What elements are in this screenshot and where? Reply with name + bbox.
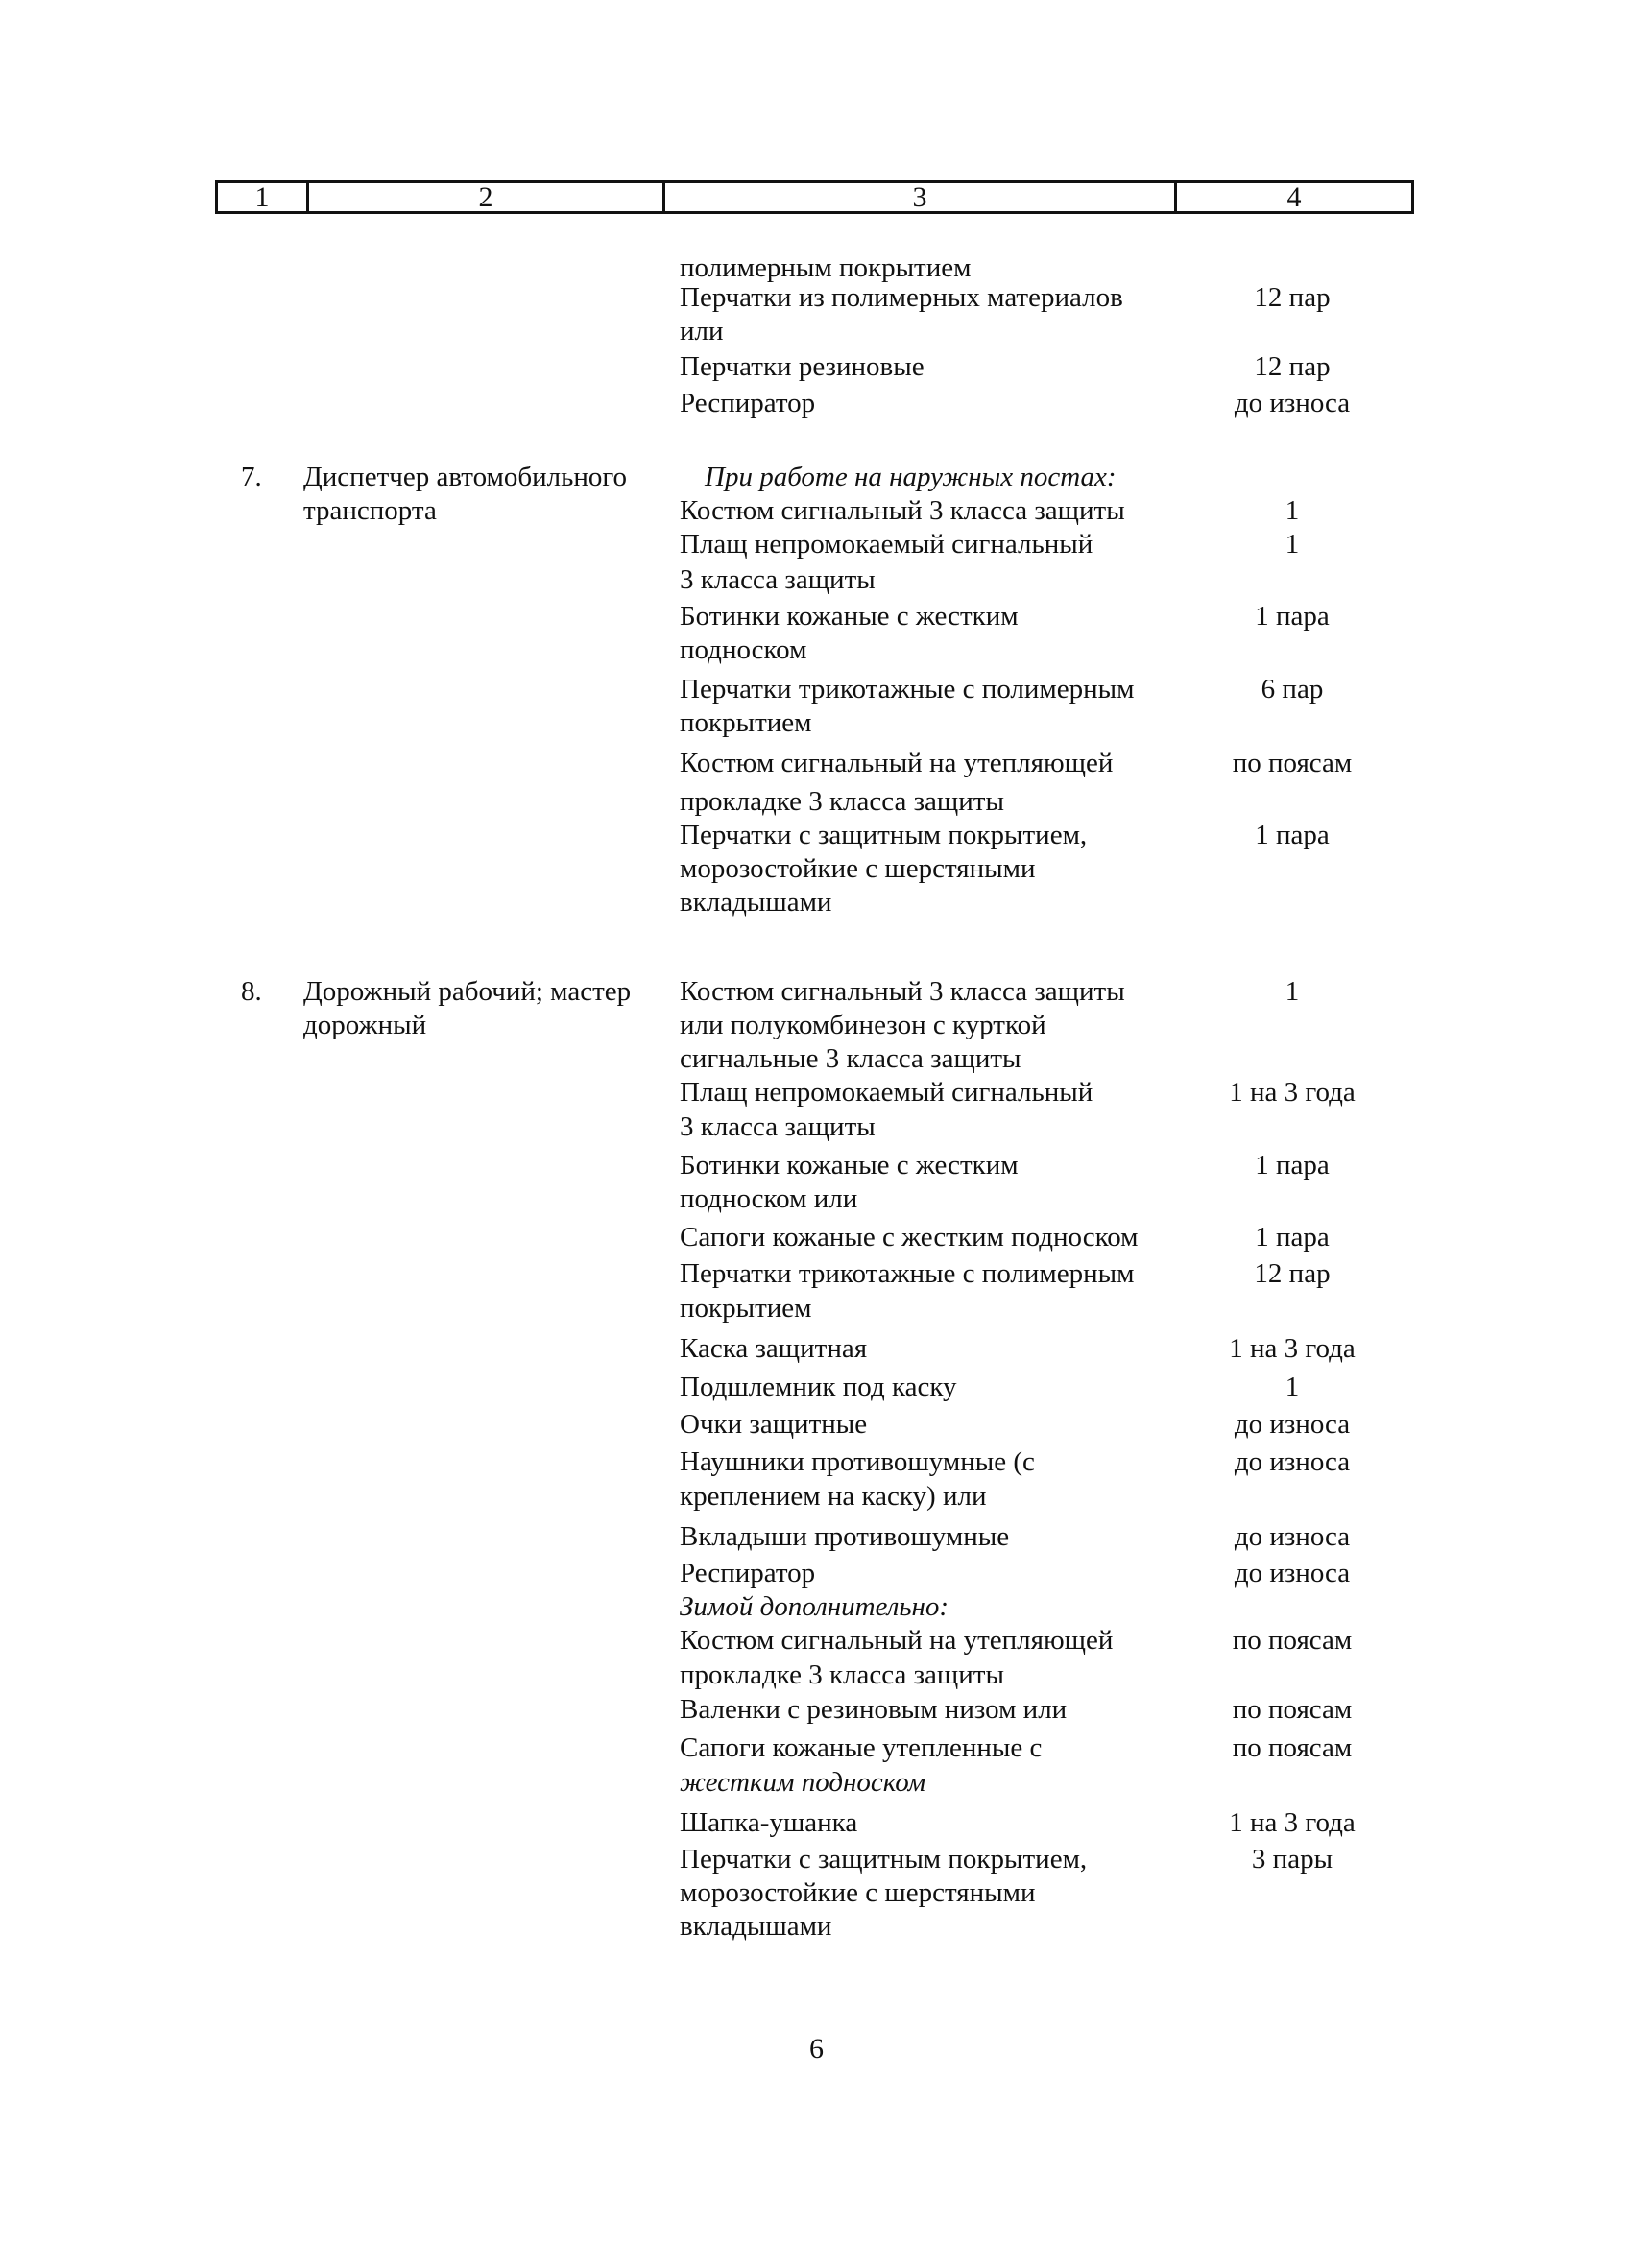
norm-value: до износа [1234,388,1351,418]
list-item: Каска защитная [680,1333,868,1364]
header-col-2: 2 [478,181,493,213]
norm-value: 1 [1285,529,1300,560]
table-header-row [215,180,1414,214]
list-item: вкладышами [680,1911,832,1942]
entry-number: 8. [241,976,262,1007]
list-item: креплением на каску) или [680,1481,987,1512]
norm-value [1187,1009,1398,1042]
norm-value [1187,1042,1398,1076]
list-item: Костюм сигнальный на утепляющей [680,748,1114,778]
list-item: подноском [680,634,807,665]
norm-value: 1 [1285,495,1300,526]
norm-value: 1 на 3 года [1229,1077,1356,1108]
list-item: подноском или [680,1183,858,1214]
norm-value: 1 на 3 года [1229,1807,1356,1838]
norm-value [1187,852,1398,886]
profession-line: Дорожный рабочий; мастер [303,976,632,1007]
list-item: Перчатки трикотажные с полимерным [680,1258,1135,1289]
list-item: 3 класса защиты [680,564,876,595]
list-item: покрытием [680,707,812,738]
list-item: Валенки с резиновым низом или [680,1694,1068,1725]
norm-value: 1 пара [1255,1222,1330,1253]
norm-value: по поясам [1232,1694,1353,1725]
entry-7-norms [1187,461,1398,919]
norm-value: по поясам [1232,748,1353,778]
norm-value: 1 пара [1255,601,1330,632]
entry-8-items [680,975,1179,1944]
norm-value: 1 на 3 года [1229,1333,1356,1364]
list-item: Перчатки резиновые [680,351,925,382]
list-item: покрытием [680,1293,812,1324]
norm-value [1187,1659,1398,1693]
profession-line: Диспетчер автомобильного [303,462,628,492]
list-item: Ботинки кожаные с жестким [680,601,1019,632]
list-item: 3 класса защиты [680,1111,876,1142]
norm-value [1187,1910,1398,1944]
norm-value: до износа [1234,1521,1351,1552]
list-item: Вкладыши противошумные [680,1521,1010,1552]
list-item: Перчатки с защитным покрытием, [680,820,1088,850]
norm-value [1187,1110,1398,1149]
norm-value: 12 пар [1254,351,1331,382]
list-item: или полукомбинезон с курткой [680,1010,1046,1040]
norm-value: 1 [1285,1372,1300,1402]
list-item: Сапоги кожаные с жестким подноском [680,1222,1139,1253]
entry-8-norms [1187,975,1398,1944]
norm-value [1187,1292,1398,1332]
norm-value: до износа [1234,1409,1351,1440]
list-item: Очки защитные [680,1409,868,1440]
list-item: Плащ непромокаемый сигнальный [680,529,1093,560]
list-item: сигнальные 3 класса защиты [680,1043,1021,1074]
norm-value [1187,1876,1398,1910]
list-item: жестким подноском [680,1767,926,1798]
list-item: прокладке 3 класса защиты [680,786,1004,817]
list-item: или [680,316,724,346]
entry-number: 7. [241,462,262,492]
norm-value [1187,563,1398,600]
list-item: Перчатки трикотажные с полимерным [680,674,1135,704]
norm-value: 3 пары [1251,1844,1333,1874]
list-item: морозостойкие с шерстяными [680,853,1036,884]
profession-line: транспорта [303,495,437,526]
norm-value [1187,1590,1398,1624]
continuation-norms [1187,251,1398,420]
norm-value: 12 пар [1254,1258,1331,1289]
norm-value: по поясам [1232,1625,1353,1656]
profession-line: дорожный [303,1010,427,1040]
entry-7-items [680,461,1179,919]
list-item: Плащ непромокаемый сигнальный [680,1077,1093,1108]
norm-value [1187,706,1398,747]
norm-value: 1 пара [1255,1150,1330,1181]
profession-name [303,461,678,528]
list-item: Сапоги кожаные утепленные с [680,1732,1043,1763]
list-item: Наушники противошумные (с [680,1446,1035,1477]
norm-value [1187,1480,1398,1520]
list-item: Подшлемник под каску [680,1372,957,1402]
header-col-1: 1 [254,181,270,213]
norm-value [1187,461,1398,494]
norm-value: до износа [1234,1446,1351,1477]
list-item: Костюм сигнальный 3 класса защиты [680,976,1125,1007]
page-number: 6 [809,2033,824,2065]
list-item: Респиратор [680,1558,816,1588]
list-item: Ботинки кожаные с жестким [680,1150,1019,1181]
list-item: Респиратор [680,388,816,418]
norm-value [1187,633,1398,673]
norm-value: 6 пар [1261,674,1324,704]
header-col-3: 3 [912,181,927,213]
list-item: Костюм сигнальный 3 класса защиты [680,495,1125,526]
norm-value [1187,251,1398,281]
norm-value [1187,315,1398,350]
profession-name [303,975,678,1042]
list-item: Перчатки из полимерных материалов [680,282,1123,313]
norm-value: 1 пара [1255,820,1330,850]
list-item: Перчатки с защитным покрытием, [680,1844,1088,1874]
header-col-4: 4 [1286,181,1302,213]
norm-value: 12 пар [1254,282,1331,313]
list-item: Шапка-ушанка [680,1807,858,1838]
section-label: При работе на наружных постах: [705,462,1117,492]
norm-value [1187,886,1398,919]
continuation-items [680,251,1179,420]
norm-value [1187,1182,1398,1221]
list-item: прокладке 3 класса защиты [680,1659,1004,1690]
norm-value: по поясам [1232,1732,1353,1763]
list-item: полимерным покрытием [680,252,972,283]
norm-value: до износа [1234,1558,1351,1588]
list-item: Костюм сигнальный на утепляющей [680,1625,1114,1656]
list-item: вкладышами [680,887,832,918]
norm-value [1187,1766,1398,1806]
norm-value: 1 [1285,976,1300,1007]
list-item: морозостойкие с шерстяными [680,1877,1036,1908]
norm-value [1187,785,1398,819]
section-label: Зимой дополнительно: [680,1591,949,1622]
